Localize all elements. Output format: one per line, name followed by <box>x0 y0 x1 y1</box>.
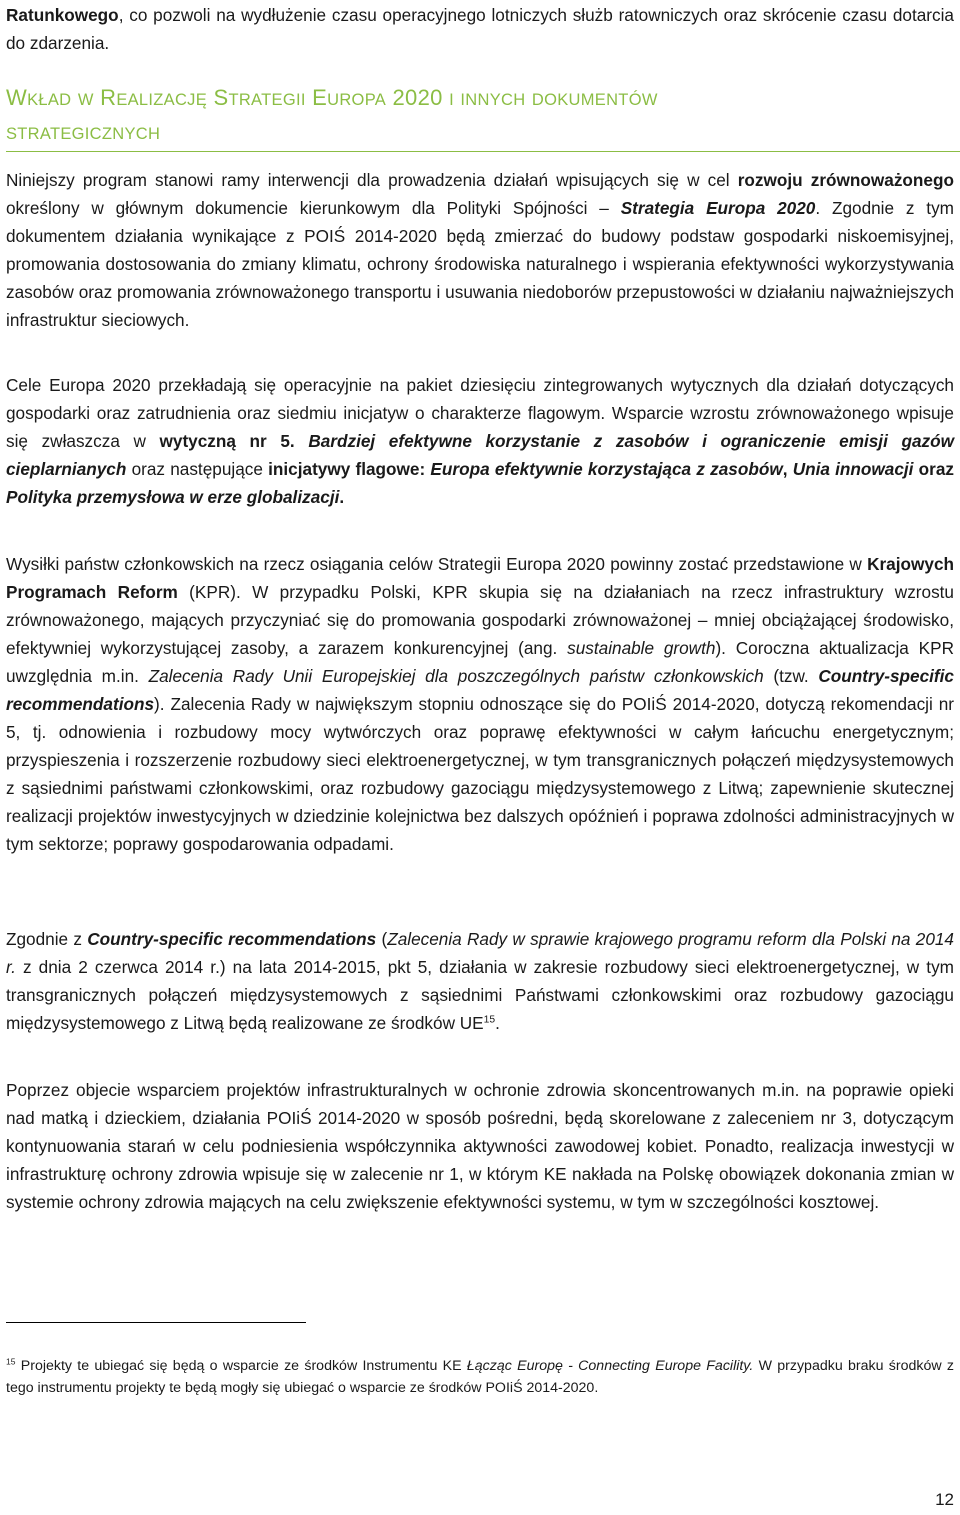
bold-text: Krajowych Programach Reform <box>6 554 954 602</box>
footnote-number: 15 <box>6 1356 16 1367</box>
text: W przypadku braku środków z tego instrumentu projekty te będą mogły się ubiegać o wsparcie ze środków POIiŚ 2014-2020. <box>6 1358 954 1396</box>
heading-part: EALIZACJĘ <box>116 91 208 109</box>
text: ( <box>376 929 388 949</box>
text: Zgodnie z <box>6 929 88 949</box>
bold-italic-text: Bardziej efektywne korzystanie z zasobów i ograniczenie emisji gazów cieplarnianych <box>6 431 954 479</box>
paragraph-goals <box>6 371 954 511</box>
bold-text: , <box>782 459 793 479</box>
bold-italic-text: Unia innowacji <box>792 459 914 479</box>
heading-part: DOKUMENTÓW <box>531 91 658 109</box>
heading-part: KŁAD <box>27 91 72 109</box>
text: , co pozwoli na wydłużenie czasu operacyjnego lotniczych służb ratowniczych oraz skrócenie czasu dotarcia do zdarzenia. <box>6 5 954 53</box>
italic-text: Łącząc Europę - Connecting Europe Facility. <box>466 1358 754 1374</box>
text: (tzw. <box>763 666 819 686</box>
heading-part: I <box>449 91 454 109</box>
text: Projekty te ubiegać się będą o wsparcie ze środków Instrumentu KE <box>15 1358 467 1374</box>
paragraph-health <box>6 1076 954 1216</box>
text: Poprzez objecie wsparciem projektów infrastrukturalnych w ochronie zdrowia skoncentrowanych m.in. na poprawie opieki nad matką i dzieckiem, działania POIiŚ 2014-2020 w sposób pośredni, będą skorelowane z zaleceniem nr 3, dotyczącym kontynuowania starań w celu podniesienia współczynnika aktywności zawodowej kobiet. Ponadto, realizacja inwestycji w infrastrukturę ochrony zdrowia wpisuje się w zalecenie nr 1, w którym KE nakłada na Polskę obowiązek dokonania zmian w systemie ochrony zdrowia mających na celu zwiększenie efektywności systemu, w tym w szczególności kosztowej. <box>6 1080 954 1212</box>
paragraph-kpr <box>6 550 954 858</box>
bold-text: rozwoju zrównoważonego <box>737 170 954 190</box>
heading-part: INNYCH <box>460 91 526 109</box>
page-number: 12 <box>935 1490 954 1509</box>
paragraph-csr <box>6 925 954 1037</box>
italic-text: Zalecenia Rady w sprawie krajowego programu reform dla Polski na 2014 r. <box>6 929 954 977</box>
text: Wysiłki państw członkowskich na rzecz osiągania celów Strategii Europa 2020 powinny zostać przedstawione w <box>6 554 868 574</box>
bold-text: . <box>339 487 345 507</box>
bold-italic-text: Strategia Europa 2020 <box>620 198 816 218</box>
text: oraz następujące <box>126 459 269 479</box>
bold-text: Ratunkowego <box>6 5 119 25</box>
italic-text: Zalecenia Rady Unii Europejskiej dla poszczególnych państw członkowskich <box>148 666 764 686</box>
heading-part: UROPA <box>327 91 387 109</box>
text: . <box>495 1013 500 1033</box>
bold-italic-text: Country-specific recommendations <box>6 666 954 714</box>
text: ). Coroczna aktualizacja KPR uwzględnia m.in. <box>6 638 954 686</box>
heading-part: R <box>100 85 117 110</box>
footnote <box>6 1355 954 1399</box>
heading-part: STRATEGICZNYCH <box>6 125 161 143</box>
heading-part: S <box>213 85 229 110</box>
bold-italic-text: Country-specific recommendations <box>87 929 377 949</box>
text: Niniejszy program stanowi ramy interwencji dla prowadzenia działań wpisujących się w cel <box>6 170 738 190</box>
bold-text: wytyczną nr 5. <box>159 431 295 451</box>
heading-part: TRATEGII <box>228 91 306 109</box>
text: . Zgodnie z tym dokumentem działania wynikające z POIŚ 2014-2020 będą zmierzać do budowy podstaw gospodarki niskoemisyjnej, promowania dostosowania do zmiany klimatu, ochrony środowiska naturalnego i wspierania efektywności wykorzystywania zasobów oraz promowania zrównoważonego transportu i usuwania niedoborów przepustowości w działaniu najważniejszych infrastruktur sieciowych. <box>6 198 954 330</box>
italic-text: sustainable growth <box>567 638 716 658</box>
text <box>295 431 309 451</box>
text: (KPR). W przypadku Polski, KPR skupia się na działaniach na rzecz infrastruktury wzrostu zrównoważonego, mających przyczyniać się do promowania gospodarki zrównoważonej – mniej obciążającej środowisko, efektywniej wykorzystującej zasoby, a zarazem konkurencyjnej (ang. <box>6 582 954 658</box>
heading-part: 2020 <box>392 85 443 110</box>
text: z dnia 2 czerwca 2014 r.) na lata 2014-2015, pkt 5, działania w zakresie rozbudowy sieci elektroenergetycznej, w tym transgranicznych połączeń międzysystemowych z sąsiednimi Państwami członkowskimi oraz rozbudowy gazociągu międzysystemowego z Litwą będą realizowane ze środków UE <box>6 957 954 1033</box>
lead-paragraph <box>6 1 954 57</box>
heading-part: W <box>77 91 94 109</box>
text: ). Zalecenia Rady w największym stopniu odnoszące się do POIiŚ 2014-2020, dotyczą rekomendacji nr 5, tj. odnowienia i rozbudowy mocy wytwórczych oraz poprawę efektywności w całym łańcuchu energetycznym; przyspieszenia i rozszerzenie rozbudowy sieci elektroenergetycznej, w tym transgranicznych połączeń międzysystemowych z sąsiednimi państwami członkowskimi, oraz rozbudowy gazociągu międzysystemowego z Litwą; zapewnienie skutecznej realizacji projektów inwestycyjnych w dziedzinie kolejnictwa bez dalszych opóźnień i poprawa zdolności administracyjnych w tym sektorze; poprawy gospodarowania odpadami. <box>6 694 954 854</box>
heading-part: E <box>312 85 328 110</box>
paragraph-strategy <box>6 166 954 334</box>
bold-text: inicjatywy flagowe: <box>268 459 426 479</box>
text: określony w głównym dokumencie kierunkowym dla Polityki Spójności – <box>6 198 621 218</box>
section-heading <box>6 82 960 152</box>
bold-text: oraz <box>913 459 954 479</box>
bold-italic-text: Europa efektywnie korzystająca z zasobów <box>430 459 783 479</box>
bold-italic-text: Polityka przemysłowa w erze globalizacji <box>6 487 340 507</box>
footnote-separator <box>6 1322 306 1323</box>
heading-part: W <box>6 85 28 110</box>
footnote-reference[interactable]: 15 <box>483 1014 496 1026</box>
text: Cele Europa 2020 przekładają się operacyjnie na pakiet dziesięciu zintegrowanych wytycznych dla działań dotyczących gospodarki oraz zatrudnienia oraz siedmiu inicjatyw o charakterze flagowym. Wsparcie wzrostu zrównoważonego wpisuje się zwłaszcza w <box>6 375 954 451</box>
